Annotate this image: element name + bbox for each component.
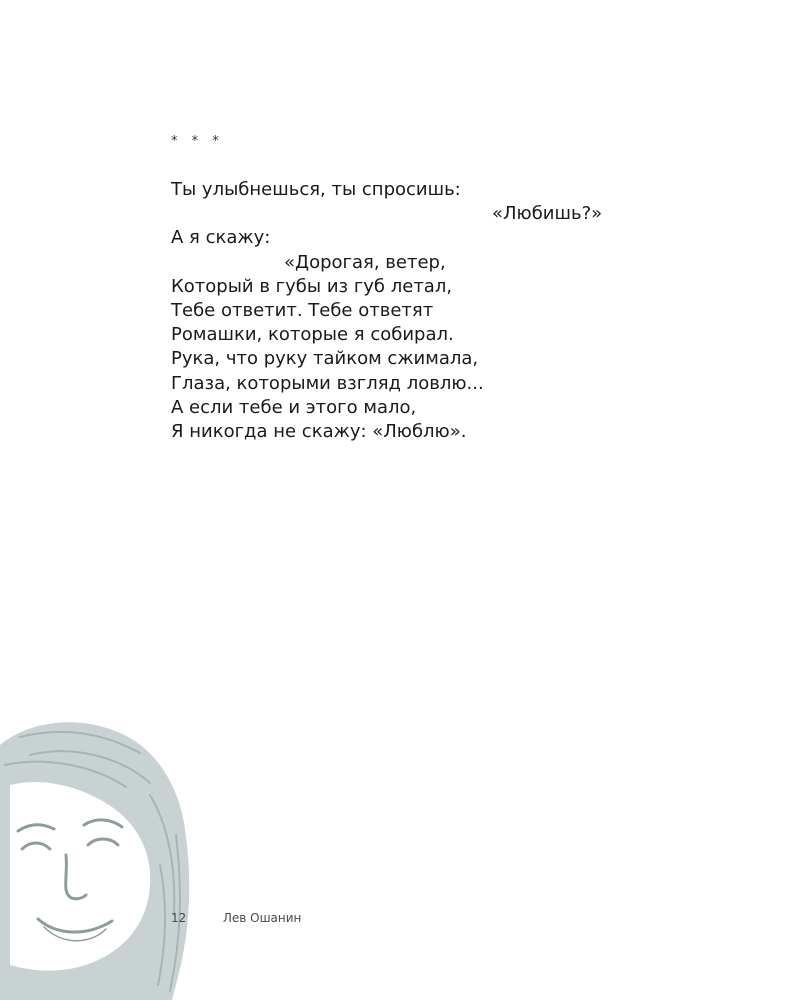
page-number: 12 [171,911,187,925]
poem-line: А я скажу: [171,227,271,249]
poem-line: Тебе ответит. Тебе ответят [171,300,434,322]
poem-line: А если тебе и этого мало, [171,396,417,418]
page-footer [171,911,301,925]
poem-line: Ты улыбнешься, ты спросишь: [171,179,461,200]
poem-line: «Любишь?» [492,203,603,225]
poem-line: «Дорогая, ветер, [284,251,446,273]
poem-line: Ромашки, которые я собирал. [171,324,454,346]
author-name: Лев Ошанин [222,911,302,925]
portrait-illustration [0,715,210,1000]
poem [171,178,631,444]
poem-line: Который в губы из губ летал, [171,275,453,297]
section-separator: * * * [171,134,224,149]
poem-line: Я никогда не скажу: «Люблю». [171,421,467,443]
poem-line: Глаза, которыми взгляд ловлю... [171,372,484,394]
poem-line: Рука, что руку тайком сжимала, [171,348,479,370]
